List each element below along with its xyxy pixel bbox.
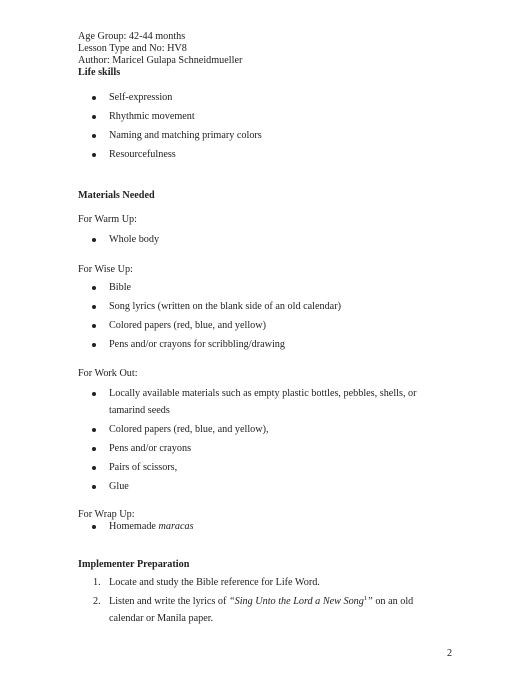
bullet-icon xyxy=(92,466,96,470)
age-group-line: Age Group: 42-44 months xyxy=(78,31,186,42)
step-number: 1. xyxy=(93,577,101,588)
wise-up-item: Song lyrics (written on the blank side of an old calendar) xyxy=(109,301,341,312)
life-skill-item: Self-expression xyxy=(109,92,173,103)
bullet-icon xyxy=(92,134,96,138)
work-out-item: Pairs of scissors, xyxy=(109,462,178,473)
implementer-heading: Implementer Preparation xyxy=(78,559,190,570)
bullet-icon xyxy=(92,96,96,100)
bullet-icon xyxy=(92,525,96,529)
step-text-part: Listen and write the lyrics of xyxy=(109,596,229,607)
warm-up-item: Whole body xyxy=(109,234,160,245)
life-skill-item: Naming and matching primary colors xyxy=(109,130,262,141)
work-out-item-continuation: tamarind seeds xyxy=(109,405,170,416)
wise-up-item: Bible xyxy=(109,282,132,293)
lesson-type-line: Lesson Type and No: HV8 xyxy=(78,43,187,54)
warm-up-label: For Warm Up: xyxy=(78,214,137,225)
wrap-up-item-text: Homemade xyxy=(109,521,159,532)
materials-heading: Materials Needed xyxy=(78,190,155,201)
work-out-item: Colored papers (red, blue, and yellow), xyxy=(109,424,269,435)
life-skill-item: Resourcefulness xyxy=(109,149,176,160)
step-number: 2. xyxy=(93,596,101,607)
wise-up-label: For Wise Up: xyxy=(78,264,133,275)
song-title-close: ” xyxy=(367,596,373,607)
wrap-up-item-italic: maracas xyxy=(158,521,194,532)
bullet-icon xyxy=(92,115,96,119)
step-text: Locate and study the Bible reference for Life Word. xyxy=(109,577,320,588)
work-out-item: Pens and/or crayons xyxy=(109,443,192,454)
work-out-label: For Work Out: xyxy=(78,368,138,379)
bullet-icon xyxy=(92,485,96,489)
bullet-icon xyxy=(92,324,96,328)
bullet-icon xyxy=(92,343,96,347)
footnote-marker: 1 xyxy=(363,595,368,602)
song-title: “Sing Unto the Lord a New Song xyxy=(228,596,364,607)
wise-up-item: Colored papers (red, blue, and yellow) xyxy=(109,320,267,331)
work-out-item: Glue xyxy=(109,481,129,492)
bullet-icon xyxy=(92,428,96,432)
bullet-icon xyxy=(92,392,96,396)
bullet-icon xyxy=(92,238,96,242)
life-skill-item: Rhythmic movement xyxy=(109,111,195,122)
step-text-continuation: calendar or Manila paper. xyxy=(109,613,214,624)
bullet-icon xyxy=(92,447,96,451)
bullet-icon xyxy=(92,286,96,290)
wrap-up-label: For Wrap Up: xyxy=(78,509,135,520)
bullet-icon xyxy=(92,153,96,157)
wise-up-item: Pens and/or crayons for scribbling/drawing xyxy=(109,339,285,350)
bullet-icon xyxy=(92,305,96,309)
page-number: 2 xyxy=(447,648,453,659)
work-out-item: Locally available materials such as empty plastic bottles, pebbles, shells, or xyxy=(109,388,417,399)
author-line: Author: Maricel Gulapa Schneidmueller xyxy=(78,55,243,66)
life-skills-heading: Life skills xyxy=(78,67,121,78)
step-text-part: on an old xyxy=(372,596,414,607)
wrap-up-item xyxy=(109,521,194,533)
step-text xyxy=(109,596,413,608)
